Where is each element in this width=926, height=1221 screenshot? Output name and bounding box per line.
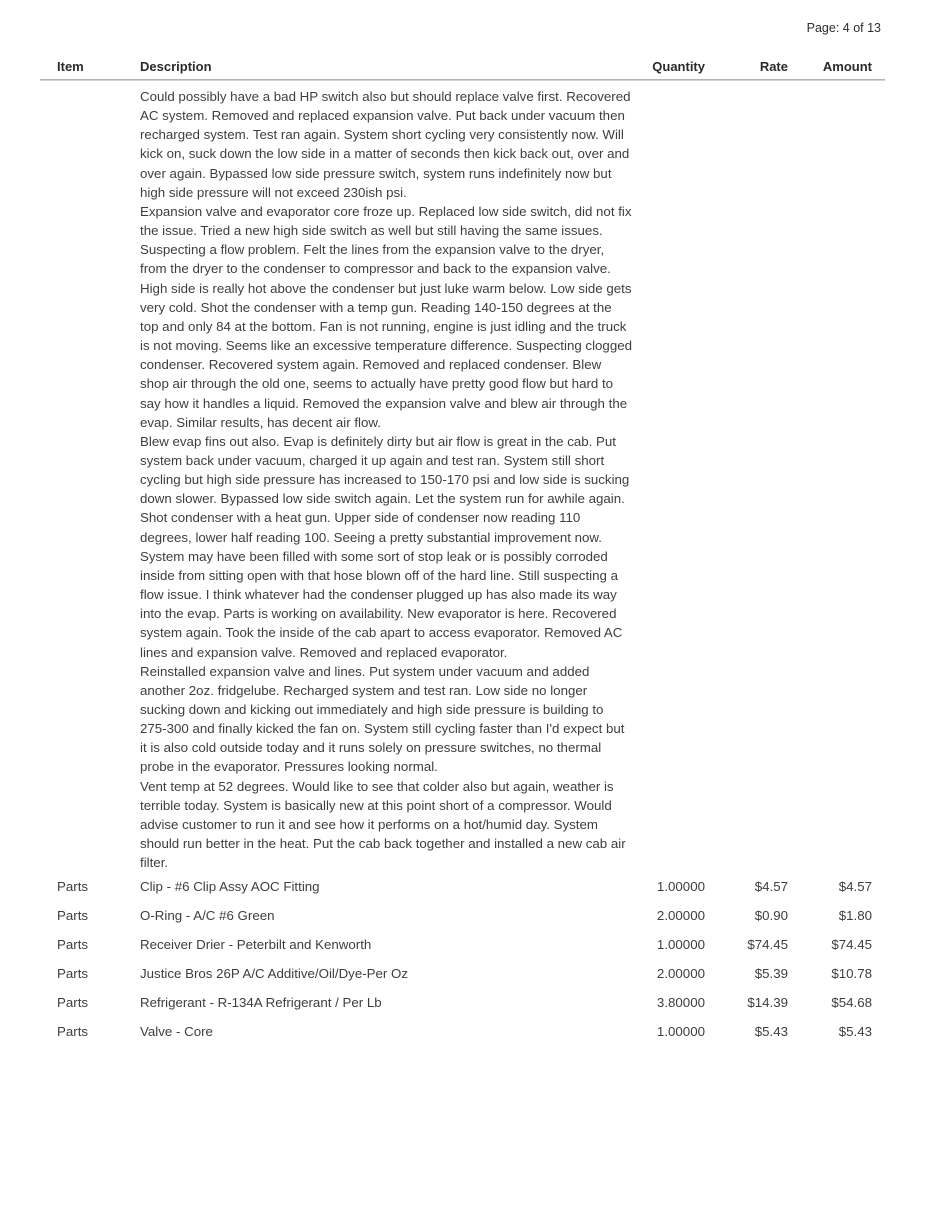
- rate-cell: $4.57: [754, 879, 788, 895]
- table-row: [57, 1017, 872, 1046]
- quantity-cell: 1.00000: [656, 937, 705, 953]
- table-row: [57, 988, 872, 1017]
- item-type-cell: Parts: [57, 1024, 89, 1040]
- column-header-description: Description: [140, 59, 212, 74]
- service-notes-block: [140, 87, 637, 872]
- service-notes-row: [57, 87, 872, 872]
- table-header-row: [57, 59, 872, 74]
- rate-cell: $0.90: [754, 908, 788, 924]
- column-header-rate: Rate: [759, 59, 788, 74]
- quantity-cell: 3.80000: [656, 995, 705, 1011]
- description-paragraph: Vent temp at 52 degrees. Would like to see that colder also but again, weather is terrible today. System is basically new at this point short of a compressor. Would advise customer to run it and see how it performs on a hot/humid day. System should run better in the heat. Put the cab back together and installed a new cab air filter.: [140, 778, 626, 871]
- header-divider: [40, 79, 885, 81]
- column-header-item: Item: [57, 59, 84, 74]
- page-number: Page: 4 of 13: [806, 21, 881, 35]
- quantity-cell: 1.00000: [656, 879, 705, 895]
- amount-cell: $5.43: [838, 1024, 872, 1040]
- quantity-cell: 1.00000: [656, 1024, 705, 1040]
- item-type-cell: Parts: [57, 879, 89, 895]
- part-description-cell: Valve - Core: [140, 1024, 213, 1040]
- column-header-amount: Amount: [822, 59, 872, 74]
- part-description-cell: Justice Bros 26P A/C Additive/Oil/Dye-Per Oz: [140, 966, 409, 982]
- part-description-cell: Receiver Drier - Peterbilt and Kenworth: [140, 937, 372, 953]
- item-type-cell: Parts: [57, 995, 89, 1011]
- description-paragraph: Could possibly have a bad HP switch also but should replace valve first. Recovered AC system. Removed and replaced expansion valve. Put back under vacuum then recharged system. Test ran again. System short cycling very consistently now. Will kick on, suck down the low side in a matter of seconds then kick back out, over and over again. Bypassed low side pressure switch, system runs indefinitely now but high side pressure will not exceed 230ish psi.: [140, 89, 631, 200]
- part-description-cell: Refrigerant - R-134A Refrigerant / Per Lb: [140, 995, 382, 1011]
- description-paragraph: Expansion valve and evaporator core froze up. Replaced low side switch, did not fix the issue. Tried a new high side switch as well but still having the same issues. Suspecting a flow problem. Felt the lines from the expansion valve to the dryer, from the dryer to the condenser to compressor and back to the expansion valve. High side is really hot above the condenser but just luke warm below. Low side gets very cold. Shot the condenser with a temp gun. Reading 140-150 degrees at the top and only 84 at the bottom. Fan is not running, engine is just idling and the truck is not moving. Seems like an excessive temperature difference. Suspecting clogged condenser. Recovered system again. Removed and replaced condenser. Blew shop air through the old one, seems to actually have pretty good flow but hard to say how it handles a liquid. Removed the expansion valve and blew air through the evap. Similar results, has decent air flow.: [140, 203, 633, 430]
- table-row: [57, 901, 872, 930]
- part-description-cell: O-Ring - A/C #6 Green: [140, 908, 275, 924]
- amount-cell: $54.68: [831, 995, 872, 1011]
- part-description-cell: Clip - #6 Clip Assy AOC Fitting: [140, 879, 320, 895]
- invoice-page: [0, 21, 926, 1046]
- amount-cell: $10.78: [831, 966, 872, 982]
- line-items-table: [0, 59, 926, 1046]
- rate-cell: $14.39: [747, 995, 788, 1011]
- amount-cell: $1.80: [838, 908, 872, 924]
- item-type-cell: Parts: [57, 937, 89, 953]
- table-row: [57, 930, 872, 959]
- amount-cell: $4.57: [838, 879, 872, 895]
- quantity-cell: 2.00000: [656, 966, 705, 982]
- table-row: [57, 872, 872, 901]
- table-row: [57, 959, 872, 988]
- item-type-cell: Parts: [57, 966, 89, 982]
- description-paragraph: Blew evap fins out also. Evap is definitely dirty but air flow is great in the cab. Put system back under vacuum, charged it up again and test ran. System still short cycling but high side pressure has increased to 150-170 psi and low side is sucking down slower. Bypassed low side switch again. Let the system run for awhile again. Shot condenser with a heat gun. Upper side of condenser now reading 110 degrees, lower half reading 100. Seeing a pretty substantial improvement now.: [140, 433, 630, 545]
- column-header-quantity: Quantity: [652, 59, 705, 74]
- rate-cell: $5.43: [754, 1024, 788, 1040]
- item-type-cell: Parts: [57, 908, 89, 924]
- quantity-cell: 2.00000: [656, 908, 705, 924]
- rate-cell: $74.45: [747, 937, 788, 953]
- rate-cell: $5.39: [754, 966, 788, 982]
- description-paragraph: Reinstalled expansion valve and lines. Put system under vacuum and added another 2oz. fridgelube. Recharged system and test ran. Low side no longer sucking down and kicking out immediately and high side pressure is building to 275-300 and finally kicked the fan on. System still cycling faster than I'd expect but it is also cold outside today and it runs solely on pressure switches, no thermal probe in the evaporator. Pressures looking normal.: [140, 663, 625, 775]
- description-paragraph: System may have been filled with some sort of stop leak or is possibly corroded inside from sitting open with that hose blown off of the hard line. Still suspecting a flow issue. I think whatever had the condenser plugged up has also made its way into the evap. Parts is working on availability. New evaporator is here. Recovered system again. Took the inside of the cab apart to access evaporator. Removed AC lines and expansion valve. Removed and replaced evaporator.: [140, 548, 623, 660]
- amount-cell: $74.45: [831, 937, 872, 953]
